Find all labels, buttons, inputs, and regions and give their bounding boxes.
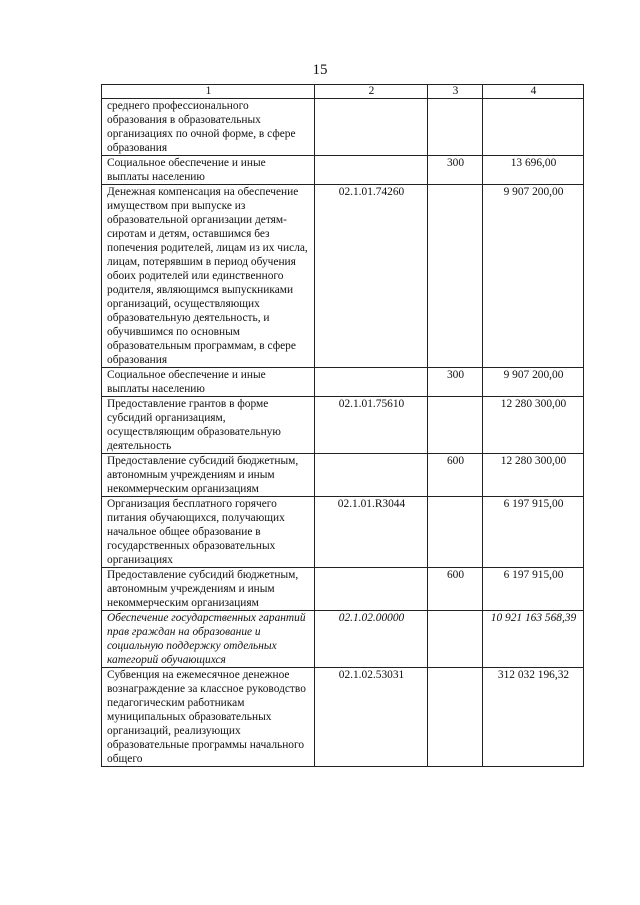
row-code: 02.1.02.53031 [315,668,428,767]
table-row [102,368,584,397]
table-row [102,454,584,497]
row-expense-type: 300 [428,368,483,397]
table-row [102,668,584,767]
table-row [102,185,584,368]
row-code [315,454,428,497]
row-expense-type [428,668,483,767]
row-amount: 6 197 915,00 [483,497,584,568]
table-row [102,156,584,185]
header-row [102,85,584,99]
row-code: 02.1.02.00000 [315,611,428,668]
row-name: Социальное обеспечение и иные выплаты населению [102,156,315,185]
row-amount: 12 280 300,00 [483,397,584,454]
table-row [102,568,584,611]
row-expense-type: 600 [428,568,483,611]
table-row [102,397,584,454]
row-code: 02.1.01.74260 [315,185,428,368]
row-name: Предоставление субсидий бюджетным, автономным учреждениям и иным некоммерческим организациям [102,454,315,497]
row-code [315,156,428,185]
row-code [315,568,428,611]
row-amount: 12 280 300,00 [483,454,584,497]
row-name: среднего профессионального образования в образовательных организациях по очной форме, в сфере образования [102,99,315,156]
page-number: 15 [312,62,328,78]
row-amount: 13 696,00 [483,156,584,185]
row-expense-type [428,397,483,454]
header-col-2: 2 [315,85,428,99]
row-name: Обеспечение государственных гарантий прав граждан на образование и социальную поддержку отдельных категорий обучающихся [102,611,315,668]
header-col-1: 1 [102,85,315,99]
row-name: Субвенция на ежемесячное денежное вознаграждение за классное руководство педагогическим работникам муниципальных образовательных организаций, реализующих образовательные программы начального общего [102,668,315,767]
row-amount [483,99,584,156]
row-expense-type [428,497,483,568]
row-code: 02.1.01.75610 [315,397,428,454]
row-name: Социальное обеспечение и иные выплаты населению [102,368,315,397]
row-expense-type [428,185,483,368]
row-expense-type: 600 [428,454,483,497]
row-amount: 312 032 196,32 [483,668,584,767]
row-amount: 9 907 200,00 [483,185,584,368]
row-code: 02.1.01.R3044 [315,497,428,568]
row-amount: 9 907 200,00 [483,368,584,397]
row-expense-type [428,99,483,156]
row-code [315,368,428,397]
table-body [102,99,584,767]
table-header [102,85,584,99]
row-name: Организация бесплатного горячего питания обучающихся, получающих начальное общее образование в государственных образовательных организациях [102,497,315,568]
row-code [315,99,428,156]
budget-table [101,84,584,767]
table-row [102,497,584,568]
row-amount: 10 921 163 568,39 [483,611,584,668]
row-expense-type [428,611,483,668]
row-expense-type: 300 [428,156,483,185]
table-row [102,99,584,156]
row-name: Денежная компенсация на обеспечение имуществом при выпуске из образовательной организации детям-сиротам и детям, оставшимся без попечения родителей, лицам из их числа, лицам, потерявшим в период обучения обоих родителей или единственного родителя, являющимся выпускниками организаций, осуществляющих образовательную деятельность, и обучившимся по основным образовательным программам, в сфере образования [102,185,315,368]
row-amount: 6 197 915,00 [483,568,584,611]
header-col-3: 3 [428,85,483,99]
row-name: Предоставление субсидий бюджетным, автономным учреждениям и иным некоммерческим организациям [102,568,315,611]
table-row [102,611,584,668]
header-col-4: 4 [483,85,584,99]
row-name: Предоставление грантов в форме субсидий организациям, осуществляющим образовательную деятельность [102,397,315,454]
